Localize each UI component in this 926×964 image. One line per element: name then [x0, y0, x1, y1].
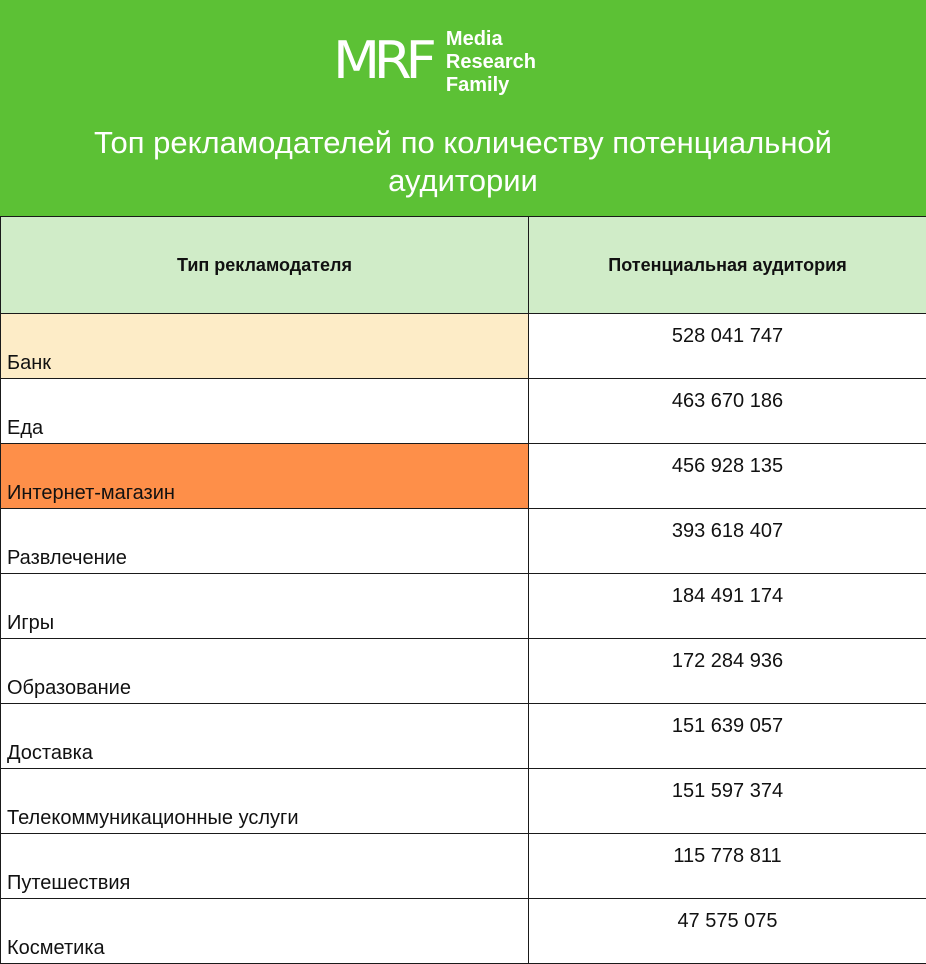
advertiser-type-cell: Банк — [1, 314, 529, 379]
column-header-audience: Потенциальная аудитория — [529, 217, 926, 314]
logo-mark: MRF — [333, 24, 431, 98]
table-row — [1, 509, 926, 574]
header-banner — [0, 0, 926, 216]
audience-value-cell: 115 778 811 — [529, 834, 926, 899]
advertiser-type-cell: Игры — [1, 574, 529, 639]
advertiser-type-cell: Путешествия — [1, 834, 529, 899]
audience-value-cell: 151 639 057 — [529, 704, 926, 769]
mrf-logo — [333, 24, 536, 98]
column-header-type: Тип рекламодателя — [1, 217, 529, 314]
table-row — [1, 834, 926, 899]
table-row — [1, 899, 926, 964]
advertiser-type-cell: Еда — [1, 379, 529, 444]
logo-line-research: Research — [446, 51, 536, 74]
table-row — [1, 574, 926, 639]
table-row — [1, 444, 926, 509]
audience-value-cell: 151 597 374 — [529, 769, 926, 834]
audience-value-cell: 456 928 135 — [529, 444, 926, 509]
advertiser-type-cell: Интернет-магазин — [1, 444, 529, 509]
table-row — [1, 314, 926, 379]
table-row — [1, 639, 926, 704]
advertiser-type-cell: Косметика — [1, 899, 529, 964]
advertiser-type-cell: Развлечение — [1, 509, 529, 574]
logo-line-media: Media — [446, 28, 536, 51]
advertiser-type-cell: Образование — [1, 639, 529, 704]
page-title: Топ рекламодателей по количеству потенциальной аудитории — [20, 124, 906, 200]
advertiser-type-cell: Доставка — [1, 704, 529, 769]
audience-value-cell: 184 491 174 — [529, 574, 926, 639]
logo-line-family: Family — [446, 74, 536, 97]
table-row — [1, 704, 926, 769]
table-row — [1, 769, 926, 834]
table-row — [1, 379, 926, 444]
audience-value-cell: 47 575 075 — [529, 899, 926, 964]
audience-value-cell: 463 670 186 — [529, 379, 926, 444]
logo-wordmark — [446, 24, 536, 97]
audience-value-cell: 172 284 936 — [529, 639, 926, 704]
audience-value-cell: 528 041 747 — [529, 314, 926, 379]
advertiser-type-cell: Телекоммуникационные услуги — [1, 769, 529, 834]
table-header-row — [1, 217, 926, 314]
audience-value-cell: 393 618 407 — [529, 509, 926, 574]
